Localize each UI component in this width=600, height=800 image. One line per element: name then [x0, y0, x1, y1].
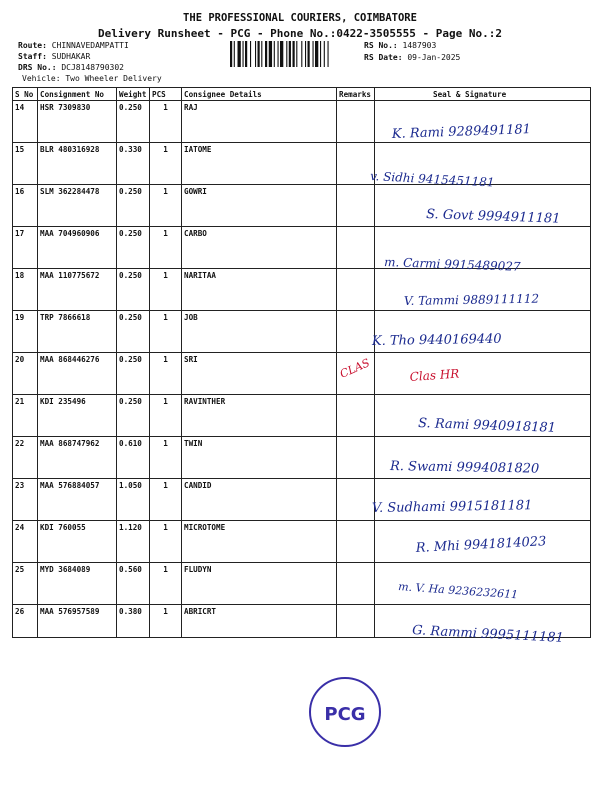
cell-signature: [375, 101, 591, 143]
cell-pcs: 1: [150, 143, 182, 185]
cell-consignment: MAA 704960906: [38, 227, 117, 269]
table-row: [13, 185, 591, 227]
drs-field: [18, 63, 124, 72]
cell-consignee: SRI: [182, 353, 337, 395]
table-row: [13, 269, 591, 311]
staff-value: SUDHAKAR: [51, 52, 91, 61]
table-row: [13, 563, 591, 605]
cell-weight: 0.250: [117, 185, 150, 227]
table-row: [13, 311, 591, 353]
cell-consignee: CANDID: [182, 479, 337, 521]
stamp-text: PCG: [324, 704, 366, 725]
cell-sno: 25: [13, 563, 38, 605]
route-value: CHINNAVEDAMPATTI: [51, 41, 129, 50]
col-weight: Weight: [117, 88, 150, 101]
signature-19: K. Tho 9440169440: [371, 331, 502, 349]
cell-remarks: [337, 479, 375, 521]
table-header-row: [13, 88, 591, 101]
table-row: [13, 353, 591, 395]
cell-weight: 1.120: [117, 521, 150, 563]
table-row: [13, 143, 591, 185]
cell-sno: 14: [13, 101, 38, 143]
cell-consignment: KDI 235496: [38, 395, 117, 437]
vehicle-label: Vehicle:: [22, 74, 61, 83]
cell-remarks: [337, 605, 375, 638]
cell-consignment: MYD 3684089: [38, 563, 117, 605]
col-sno: S No: [13, 88, 38, 101]
cell-pcs: 1: [150, 395, 182, 437]
vehicle-value: Two Wheeler Delivery: [65, 74, 162, 83]
cell-consignee: RAJ: [182, 101, 337, 143]
cell-sno: 22: [13, 437, 38, 479]
rs-no-value: 1487903: [402, 41, 437, 50]
cell-remarks: [337, 311, 375, 353]
cell-signature: [375, 353, 591, 395]
drs-value: DCJ8148790302: [61, 63, 124, 72]
cell-consignee: GOWRI: [182, 185, 337, 227]
cell-signature: [375, 479, 591, 521]
cell-sno: 24: [13, 521, 38, 563]
cell-sno: 15: [13, 143, 38, 185]
rs-no-label: RS No.:: [364, 41, 398, 50]
signature-18: V. Tammi 9889111112: [403, 291, 540, 308]
cell-consignment: HSR 7309830: [38, 101, 117, 143]
table-row: [13, 227, 591, 269]
cell-weight: 0.250: [117, 227, 150, 269]
signature-17: m. Carmi 9915489027: [383, 255, 521, 274]
cell-signature: [375, 227, 591, 269]
cell-weight: 0.380: [117, 605, 150, 638]
table-row: [13, 521, 591, 563]
cell-consignee: JOB: [182, 311, 337, 353]
cell-signature: [375, 563, 591, 605]
route-field: [18, 41, 129, 50]
cell-pcs: 1: [150, 563, 182, 605]
cell-consignment: KDI 760055: [38, 521, 117, 563]
rs-date-field: [364, 53, 460, 62]
cell-weight: 0.560: [117, 563, 150, 605]
signature-15: v. Sidhi 9415451181: [369, 169, 495, 190]
cell-consignee: MICROTOME: [182, 521, 337, 563]
signature-23: V. Sudhami 9915181181: [371, 498, 533, 516]
cell-weight: 0.250: [117, 395, 150, 437]
cell-consignment: MAA 576957589: [38, 605, 117, 638]
col-signature: Seal & Signature: [375, 88, 591, 101]
barcode: [230, 41, 355, 67]
cell-weight: 0.250: [117, 101, 150, 143]
cell-consignee: NARITAA: [182, 269, 337, 311]
table-row: [13, 605, 591, 638]
cell-consignment: MAA 868747962: [38, 437, 117, 479]
cell-weight: 0.250: [117, 269, 150, 311]
cell-pcs: 1: [150, 353, 182, 395]
cell-sno: 26: [13, 605, 38, 638]
cell-consignee: RAVINTHER: [182, 395, 337, 437]
cell-sno: 17: [13, 227, 38, 269]
cell-sno: 20: [13, 353, 38, 395]
cell-consignment: MAA 868446276: [38, 353, 117, 395]
signature-16: S. Govt 9994911181: [425, 207, 561, 227]
runsheet-table: [12, 87, 591, 638]
staff-field: [18, 52, 90, 61]
cell-weight: 0.250: [117, 353, 150, 395]
cell-remarks: [337, 101, 375, 143]
cell-consignment: TRP 7866618: [38, 311, 117, 353]
cell-sno: 19: [13, 311, 38, 353]
cell-pcs: 1: [150, 269, 182, 311]
signature-20-cancel: Clas HR: [409, 366, 460, 384]
cell-pcs: 1: [150, 605, 182, 638]
signature-25: m. V. Ha 9236232611: [397, 580, 519, 602]
signature-21: S. Rami 9940918181: [417, 416, 557, 436]
signature-14: K. Rami 9289491181: [391, 122, 532, 142]
cell-pcs: 1: [150, 311, 182, 353]
route-label: Route:: [18, 41, 47, 50]
cell-sno: 23: [13, 479, 38, 521]
cell-remarks: [337, 143, 375, 185]
cell-consignee: TWIN: [182, 437, 337, 479]
cell-consignment: MAA 110775672: [38, 269, 117, 311]
cell-remarks: [337, 563, 375, 605]
cell-consignment: BLR 480316928: [38, 143, 117, 185]
cell-weight: 0.610: [117, 437, 150, 479]
cell-remarks: [337, 521, 375, 563]
rs-date-label: RS Date:: [364, 53, 403, 62]
cell-remarks: [337, 437, 375, 479]
pcg-stamp: [310, 678, 380, 746]
cell-consignee: CARBO: [182, 227, 337, 269]
cell-signature: [375, 395, 591, 437]
staff-label: Staff:: [18, 52, 47, 61]
drs-label: DRS No.:: [18, 63, 57, 72]
cell-sno: 21: [13, 395, 38, 437]
table-row: [13, 479, 591, 521]
runsheet-subtitle: Delivery Runsheet - PCG - Phone No.:0422-3505555 - Page No.:2: [98, 27, 502, 40]
cell-remarks: [337, 395, 375, 437]
cell-remarks: [337, 269, 375, 311]
cell-sno: 16: [13, 185, 38, 227]
cell-consignment: SLM 362284478: [38, 185, 117, 227]
cell-consignee: IATOME: [182, 143, 337, 185]
cell-signature: [375, 143, 591, 185]
cell-signature: [375, 269, 591, 311]
cell-weight: 0.330: [117, 143, 150, 185]
cell-pcs: 1: [150, 479, 182, 521]
cell-pcs: 1: [150, 227, 182, 269]
table-row: [13, 101, 591, 143]
rs-no-field: [364, 41, 436, 50]
cell-signature: [375, 437, 591, 479]
cell-remarks: [337, 353, 375, 395]
company-title: THE PROFESSIONAL COURIERS, COIMBATORE: [183, 12, 417, 24]
cell-signature: [375, 521, 591, 563]
cell-pcs: 1: [150, 185, 182, 227]
signature-26: G. Rammi 9995111181: [411, 623, 565, 646]
cell-weight: 0.250: [117, 311, 150, 353]
cell-signature: [375, 311, 591, 353]
rs-date-value: 09-Jan-2025: [407, 53, 461, 62]
cell-weight: 1.050: [117, 479, 150, 521]
table-row: [13, 437, 591, 479]
table-row: [13, 395, 591, 437]
remark-19-cancel: CLAS: [337, 356, 372, 381]
cell-consignee: FLUDYN: [182, 563, 337, 605]
cell-consignee: ABRICRT: [182, 605, 337, 638]
col-remarks: Remarks: [337, 88, 375, 101]
cell-sno: 18: [13, 269, 38, 311]
cell-remarks: [337, 185, 375, 227]
signature-22: R. Swami 9994081820: [389, 459, 540, 477]
col-pcs: PCS: [150, 88, 182, 101]
col-consignment: Consignment No: [38, 88, 117, 101]
cell-pcs: 1: [150, 521, 182, 563]
cell-pcs: 1: [150, 101, 182, 143]
cell-pcs: 1: [150, 437, 182, 479]
vehicle-field: [22, 74, 162, 83]
cell-remarks: [337, 227, 375, 269]
cell-signature: [375, 605, 591, 638]
cell-consignment: MAA 576884057: [38, 479, 117, 521]
col-consignee: Consignee Details: [182, 88, 337, 101]
signature-24: R. Mhi 9941814023: [415, 534, 547, 556]
cell-signature: [375, 185, 591, 227]
